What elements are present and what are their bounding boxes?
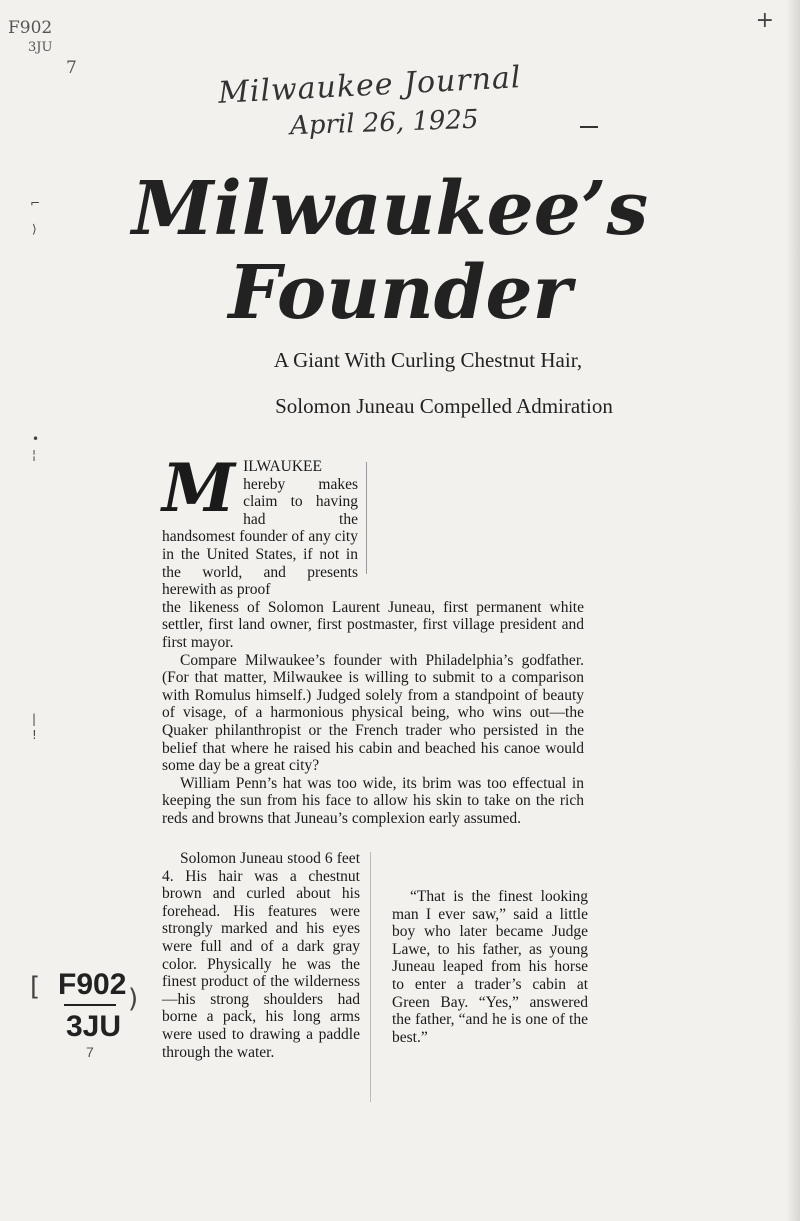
corner-code-line2: 3JU (28, 40, 53, 55)
opening-rest-text: the likeness of Solomon Laurent Juneau, first permanent white settler, first land owner, first postmaster, first village president and first mayor. (162, 598, 584, 651)
corner-code-line1: F902 (8, 18, 53, 38)
archive-stamp-line3: 7 (86, 1044, 94, 1060)
date-dash (580, 126, 598, 128)
margin-tick-icon: ! (32, 728, 37, 742)
margin-bracket-icon: [ (30, 972, 41, 1002)
article-right-column (392, 888, 588, 1046)
corner-code-line3: 7 (66, 58, 77, 78)
column-rule (370, 852, 371, 1102)
archive-stamp-line2: 3JU (66, 1010, 122, 1043)
handwritten-date: April 26, 1925 (289, 104, 479, 142)
margin-tick-icon: | (32, 712, 37, 726)
drop-cap: M (162, 449, 236, 527)
paragraph-compare: Compare Milwaukee’s founder with Philadelphia’s godfather. (For that matter, Milwaukee is willing to submit to a comparison with Romulus himself.) Judged solely from a standpoint of beauty of visage, of a harmonious physical being, who wins out—the Quaker philanthropist or the French trader who persisted in the belief that where he raised his cabin and beached his canoe would some day be a great city? (162, 651, 584, 775)
paragraph-penn: William Penn’s hat was too wide, its brim was too effectual in keeping the sun from his face to allow his skin to take on the rich reds and browns that Juneau’s complexion early assumed. (162, 774, 584, 827)
paragraph-juneau-stood: Solomon Juneau stood 6 feet 4. His hair was a chestnut brown and curled about his forehead. His features were strongly marked and his eyes were full and of a dark gray color. Physically he was the finest product of the wilderness—his strong shoulders had borne a pack, his long arms were used to drawing a paddle through the water. (162, 850, 360, 1061)
article-left-column (162, 850, 360, 1061)
archive-stamp-line1: F902 (58, 968, 127, 1001)
opening-lead-text: ILWAUKEE hereby makes claim to having had the handsomest founder of any city in the United States, if not in the world, and presents herewith as proof (162, 458, 358, 599)
article-main-column (162, 449, 584, 827)
margin-tick-icon: ¦ (32, 448, 37, 462)
subtitle-line1: A Giant With Curling Chestnut Hair, (273, 348, 583, 372)
subtitle-line2: Solomon Juneau Compelled Admiration (275, 394, 613, 418)
corner-handwritten-code (8, 18, 77, 78)
archive-stamp-rule (64, 1004, 116, 1006)
margin-dot-icon: • (32, 432, 40, 446)
headline-line2: Founder (228, 250, 572, 336)
margin-bracket-icon: ) (128, 984, 139, 1014)
paragraph-opening (162, 449, 584, 652)
plus-mark-icon: + (755, 8, 774, 33)
margin-tick-icon: ⟩ (32, 222, 37, 236)
headline-line1: Milwaukee’s (131, 166, 649, 252)
paragraph-finest-man: “That is the finest looking man I ever saw,” said a little boy who later became Judge Lawe, to his father, as young Juneau leaped from his horse to enter a trader’s cabin at Green Bay. “Yes,” answered the father, “and he is one of the best.” (392, 888, 588, 1046)
handwritten-journal-name: Milwaukee Journal (217, 60, 523, 111)
margin-tick-icon: ⌐ (30, 196, 41, 210)
